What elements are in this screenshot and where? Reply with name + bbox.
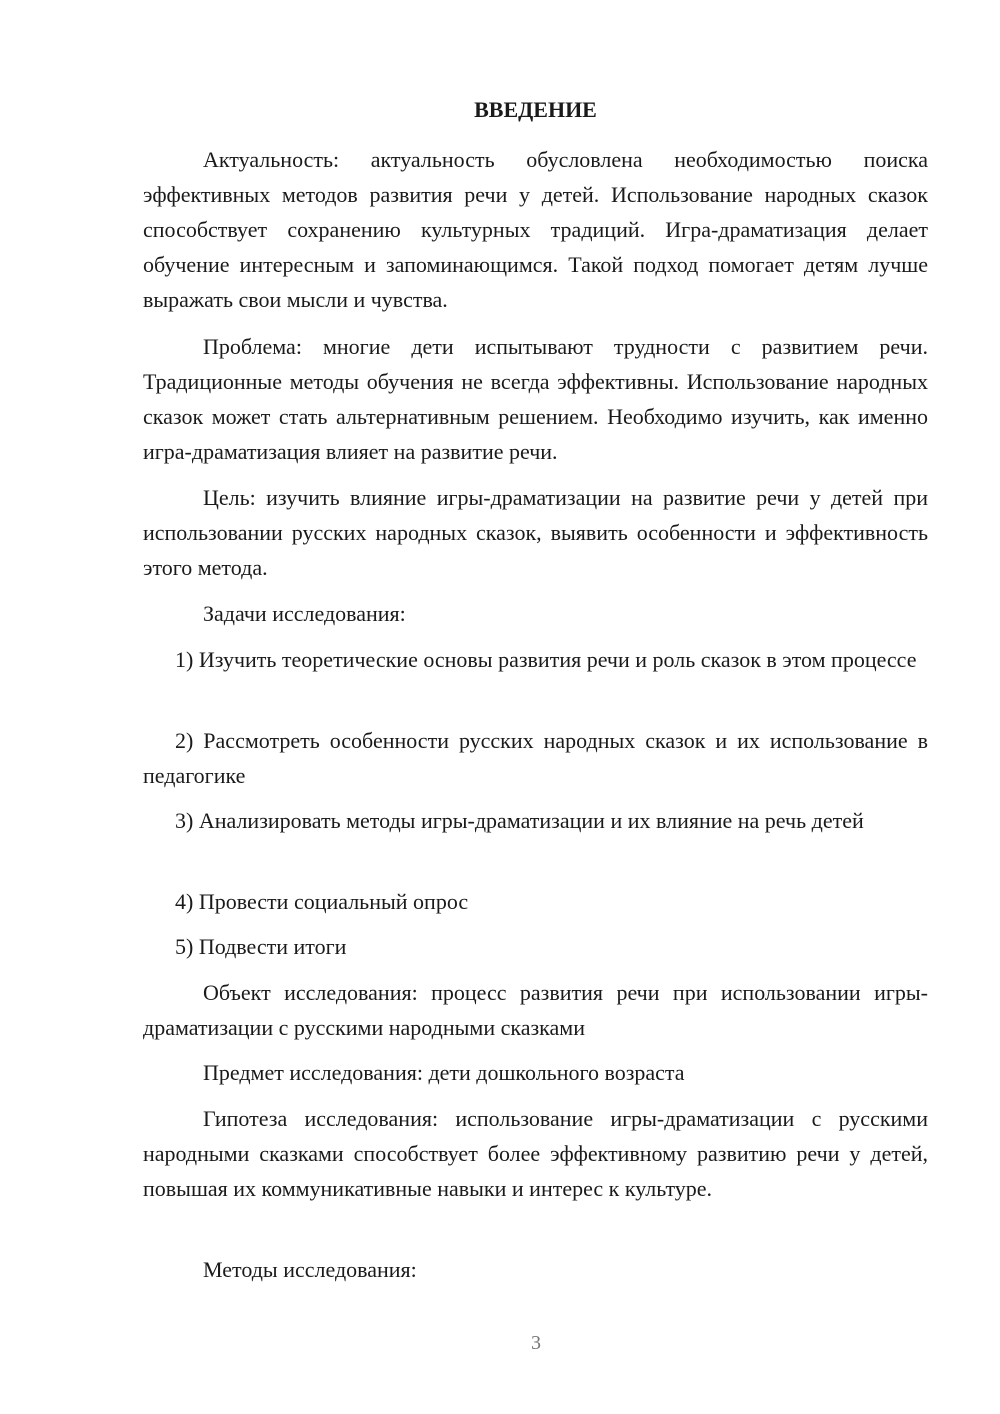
task-item-2: 2) Рассмотреть особенности русских народных сказок и их использование в педагогике bbox=[143, 728, 928, 788]
hypothesis-paragraph: Гипотеза исследования: использование игры-драматизации с русскими народными сказками способствует более эффективному развитию речи у детей, повышая их коммуникативные навыки и интерес к культуре. bbox=[143, 1106, 928, 1201]
goal-paragraph: Цель: изучить влияние игры-драматизации на развитие речи у детей при использовании русских народных сказок, выявить особенности и эффективность этого метода. bbox=[143, 485, 928, 580]
section-title: ВВЕДЕНИЕ bbox=[474, 97, 597, 122]
page-number: 3 bbox=[531, 1332, 541, 1354]
tasks-heading: Задачи исследования: bbox=[203, 601, 406, 626]
problem-paragraph: Проблема: многие дети испытывают трудности с развитием речи. Традиционные методы обучения не всегда эффективны. Использование народных сказок может стать альтернативным решением. Необходимо изучить, как именно игра-драматизация влияет на развитие речи. bbox=[143, 334, 928, 464]
task-item-4: 4) Провести социальный опрос bbox=[175, 889, 469, 914]
methods-heading: Методы исследования: bbox=[203, 1257, 417, 1282]
subject-paragraph: Предмет исследования: дети дошкольного возраста bbox=[203, 1060, 685, 1085]
task-item-3: 3) Анализировать методы игры-драматизации и их влияние на речь детей bbox=[175, 808, 864, 833]
object-paragraph: Объект исследования: процесс развития речи при использовании игры-драматизации с русскими народными сказками bbox=[143, 980, 928, 1040]
task-item-1: 1) Изучить теоретические основы развития речи и роль сказок в этом процессе bbox=[175, 647, 917, 672]
relevance-paragraph: Актуальность: актуальность обусловлена необходимостью поиска эффективных методов развития речи у детей. Использование народных сказок способствует сохранению культурных традиций. Игра-драматизация делает обучение интересным и запоминающимся. Такой подход помогает детям лучше выражать свои мысли и чувства. bbox=[143, 147, 928, 312]
task-item-5: 5) Подвести итоги bbox=[175, 934, 347, 959]
